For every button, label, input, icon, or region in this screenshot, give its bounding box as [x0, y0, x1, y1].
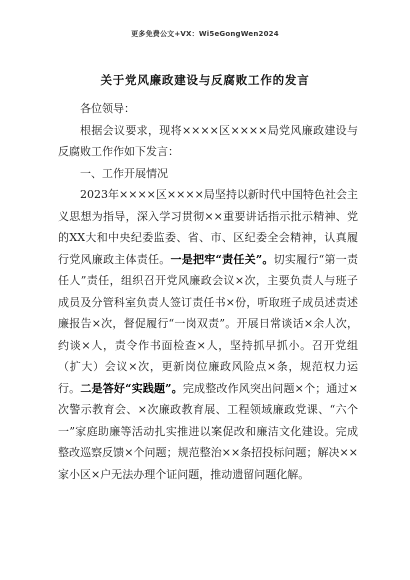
paragraph-text-a: 2023年××××区××××局坚持以新时代中国特色社会主义思想为指导，深入学习贯彻××重要讲话指示批示精神、党的XX大和中央纪委监委、省、市、区纪委全会精神，认真履行党风廉政主体责任。	[58, 188, 358, 266]
header-note: 更多免费公文+VX：Wi5eGongWen2024	[131, 30, 279, 38]
document-title: 关于党风廉政建设与反腐败工作的发言	[100, 73, 310, 87]
section-heading: 一、工作开展情况	[80, 166, 168, 180]
paragraph-text-c: 完成整改作风突出问题×个；通过×次警示教育会、×次廉政教育展、工程领域廉政党课、“六个一”家庭助廉等活动扎实推进以案促改和廉洁文化建设。完成整改巡察反馈×个问题；规范整治××条招投标问题；解决××家小区×户无法办理个证问题，推动遗留问题化解。	[58, 381, 359, 481]
document-body	[58, 98, 358, 485]
intro-paragraph: 根据会议要求，现将××××区××××局党风廉政建设与反腐败工作作如下发言：	[58, 123, 358, 158]
body-paragraph	[58, 184, 358, 485]
emphasis-point-one: 一是把牢“责任关”。	[170, 252, 274, 266]
paragraph-text-b: 切实履行“第一责任人”责任，组织召开党风廉政会议×次，主要负责人与班子成员及分管科室负责人签订责任书×份，听取班子成员述责述廉报告×次，督促履行“一岗双责”。开展日常谈话×余人次，约谈×人，责令作书面检查×人，坚持抓早抓小。召开党组（扩大）会议×次，更新岗位廉政风险点×条，规范权力运行。	[58, 252, 359, 395]
salutation: 各位领导：	[80, 102, 135, 115]
emphasis-point-two: 二是答好“实践题”。	[80, 381, 183, 395]
